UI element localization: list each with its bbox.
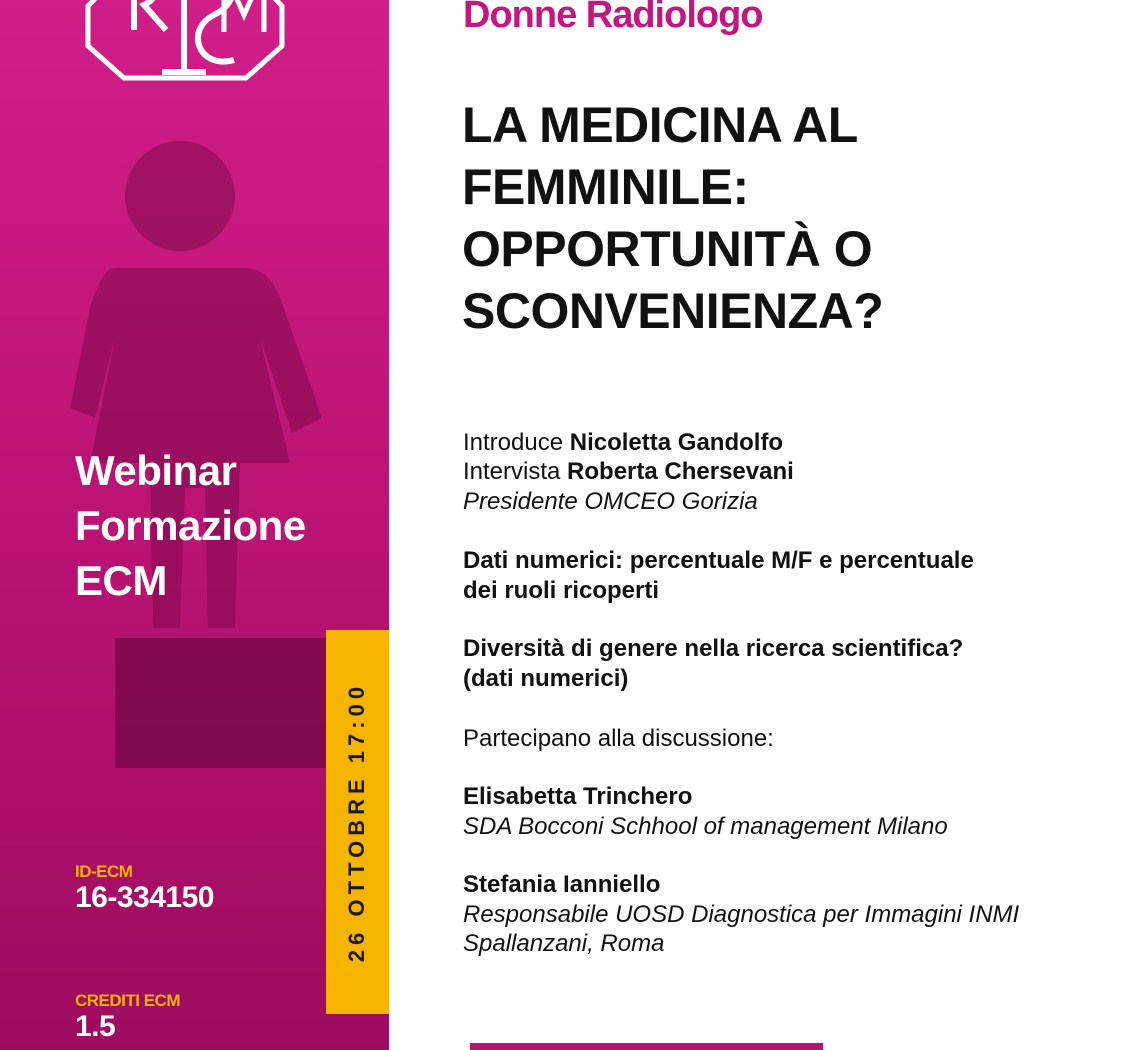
webinar-line: ECM: [75, 557, 167, 604]
participant-1-role: [463, 812, 948, 842]
intervista-role-text: Presidente OMCEO Gorizia: [463, 488, 758, 515]
intervista-line: [463, 457, 794, 487]
date-time-text: 26 OTTOBRE 17:00: [344, 681, 370, 963]
title-line: LA MEDICINA AL: [462, 97, 858, 153]
id-ecm-label: ID-ECM: [75, 862, 133, 881]
id-ecm-value: 16-334150: [75, 881, 214, 914]
partecipano-label: Partecipano alla discussione:: [463, 725, 774, 752]
intro-line: [463, 428, 783, 458]
topic-1: [463, 546, 974, 576]
id-ecm-block: [75, 862, 214, 914]
date-time-bar: [326, 630, 389, 1014]
intervista-role: [463, 487, 758, 517]
topic-1-cont: [463, 576, 659, 606]
crediti-ecm-block: [75, 991, 180, 1043]
intro-name: Nicoletta Gandolfo: [569, 429, 784, 456]
topic-2-line-2: (dati numerici): [463, 665, 629, 692]
participant-2-name: [463, 870, 660, 900]
topic-2-line-1: Diversità di genere nella ricerca scientifica?: [463, 635, 964, 662]
participant-2-name-text: Stefania Ianniello: [463, 871, 661, 898]
intervista-name: Roberta Chersevani: [567, 458, 794, 485]
organization-name: Donne Radiologo: [463, 0, 763, 36]
intervista-label: Intervista: [463, 458, 561, 485]
intro-label: Introduce: [463, 429, 564, 456]
topic-2: [463, 634, 963, 664]
topic-1-line-1: Dati numerici: percentuale M/F e percentuale: [463, 547, 974, 574]
bottom-accent-bar: [470, 1043, 823, 1050]
webinar-line: Formazione: [75, 502, 306, 549]
participant-1-name-text: Elisabetta Trinchero: [463, 783, 693, 810]
participant-2-role-line-1: Responsabile UOSD Diagnostica per Immagini INMI: [463, 901, 1020, 928]
webinar-label: [75, 443, 375, 608]
participant-2-role-cont: [463, 929, 664, 959]
rsm-logo: [84, 0, 286, 84]
topic-1-line-2: dei ruoli ricoperti: [463, 577, 660, 604]
topic-2-cont: [463, 664, 628, 694]
participant-2-role-line-2: Spallanzani, Roma: [463, 930, 665, 957]
title-line: FEMMINILE:: [462, 159, 749, 215]
left-panel: [0, 0, 389, 1050]
participant-2-role: [463, 900, 1019, 930]
participant-1-role-text: SDA Bocconi Schhool of management Milano: [463, 813, 948, 840]
crediti-ecm-value: 1.5: [75, 1010, 116, 1043]
title-line: OPPORTUNITÀ O: [462, 221, 873, 277]
participant-1-name: [463, 782, 692, 812]
webinar-line: Webinar: [75, 447, 237, 494]
event-title: [462, 94, 1082, 342]
title-line: SCONVENIENZA?: [462, 283, 884, 339]
crediti-ecm-label: CREDITI ECM: [75, 991, 180, 1010]
